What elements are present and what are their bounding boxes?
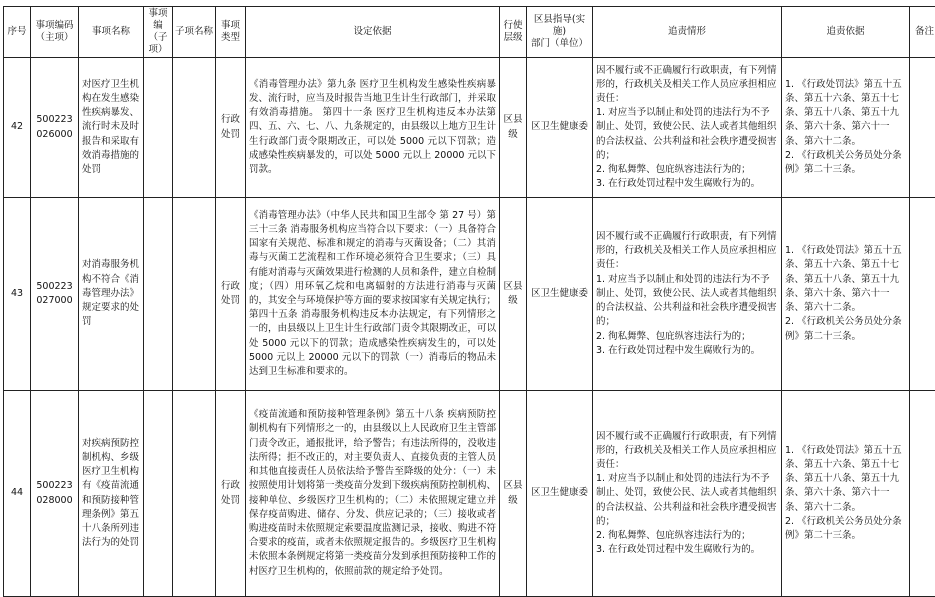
cell-accountability-basis: 1. 《行政处罚法》第五十五条、第五十六条、第五十七条、第五十八条、第五十九条、第六十条、第六十一条、第六十二条。 2. 《行政机关公务员处分条例》第二十三条。: [782, 391, 910, 597]
table-row: [4, 58, 935, 198]
header-circumstance: 追责情形: [593, 7, 782, 58]
header-accountability-basis: 追责依据: [782, 7, 910, 58]
cell-circumstance: 因不履行或不正确履行行政职责，有下列情形的，行政机关及相关工作人员应承担相应责任： 1. 对应当予以制止和处罚的违法行为不予制止、处罚，致使公民、法人或者其他组织的合法权益、公共利益和社会秩序遭受损害的； 2. 徇私舞弊、包庇纵容违法行为的； 3. 在行政处罚过程中发生腐败行为的。: [593, 391, 782, 597]
cell-name: 对消毒服务机构不符合《消毒管理办法》规定要求的处罚: [79, 198, 144, 391]
cell-basis: 《疫苗流通和预防接种管理条例》第五十八条 疾病预防控制机构有下列情形之一的，由县级以上人民政府卫生主管部门责令改正，通报批评，给予警告；有违法所得的，没收违法所得；拒不改正的，对主要负责人、直接负责的主管人员和其他直接责任人员依法给予警告至降级的处分：（一）未按照使用计划将第一类疫苗分发到下级疾病预防控制机构、接种单位、乡级医疗卫生机构的；（二）未依照规定建立并保存疫苗购进、储存、分发、供应记录的；（三）接收或者购进疫苗时未依照规定索要温度监测记录，接收、购进不符合要求的疫苗，或者未依照规定报告的。乡级医疗卫生机构未依照本条例规定将第一类疫苗分发到承担预防接种工作的村医疗卫生机构的，依照前款的规定给予处罚。: [246, 391, 500, 597]
header-row: [4, 7, 935, 58]
table-row: [4, 198, 935, 391]
cell-name: 对医疗卫生机构在发生感染性疾病暴发、流行时未及时报告和采取有效消毒措施的处罚: [79, 58, 144, 198]
cell-subcode: [144, 58, 173, 198]
cell-circumstance: 因不履行或不正确履行行政职责，有下列情形的，行政机关及相关工作人员应承担相应责任： 1. 对应当予以制止和处罚的违法行为不予制止、处罚，致使公民、法人或者其他组织的合法权益、公共利益和社会秩序遭受损害的； 2. 徇私舞弊、包庇纵容违法行为的； 3. 在行政处罚过程中发生腐败行为的。: [593, 58, 782, 198]
enforcement-items-table: [3, 6, 935, 597]
header-type: 事项 类型: [216, 7, 246, 58]
cell-name: 对疾病预防控制机构、乡级医疗卫生机构有《疫苗流通和预防接种管理条例》第五十八条所列违法行为的处罚: [79, 391, 144, 597]
header-seq: 序号: [4, 7, 31, 58]
header-remarks: 备注: [910, 7, 935, 58]
table-row: [4, 391, 935, 597]
cell-remarks: [910, 391, 935, 597]
cell-code: 500223 027000: [31, 198, 79, 391]
cell-subname: [173, 391, 216, 597]
header-dept: 区县指导(实施) 部门（单位）: [527, 7, 593, 58]
cell-subcode: [144, 198, 173, 391]
cell-basis: 《消毒管理办法》（中华人民共和国卫生部令 第 27 号）第三十三条 消毒服务机构应当符合以下要求：（一）具备符合国家有关规范、标准和规定的消毒与灭菌设备；（二）其消毒与灭菌工艺流程和工作环境必须符合卫生要求；（三）具有能对消毒与灭菌效果进行检测的人员和条件，建立自检制度；（四）用环氧乙烷和电离辐射的方法进行消毒与灭菌的，其安全与环境保护等方面的要求按国家有关规定执行；第四十五条 消毒服务机构违反本办法规定，有下列情形之一的，由县级以上卫生计生行政部门责令其限期改正，可以处 5000 元以下的罚款；造成感染性疾病发生的，可以处 5000 元以上 20000 元以下的罚款（一）消毒后的物品未达到卫生标准和要求的。: [246, 198, 500, 391]
cell-remarks: [910, 58, 935, 198]
cell-dept: 区卫生健康委: [527, 198, 593, 391]
header-basis: 设定依据: [246, 7, 500, 58]
cell-basis: 《消毒管理办法》第九条 医疗卫生机构发生感染性疾病暴发、流行时，应当及时报告当地卫生计生行政部门，并采取有效消毒措施。 第四十一条 医疗卫生机构违反本办法第四、五、六、七、八、九条规定的，由县级以上地方卫生计生行政部门责令限期改正，可以处 5000 元以下罚款；造成感染性疾病暴发的，可以处 5000 元以上 20000 元以下罚款。: [246, 58, 500, 198]
cell-dept: 区卫生健康委: [527, 58, 593, 198]
cell-circumstance: 因不履行或不正确履行行政职责，有下列情形的，行政机关及相关工作人员应承担相应责任： 1. 对应当予以制止和处罚的违法行为不予制止、处罚，致使公民、法人或者其他组织的合法权益、公共利益和社会秩序遭受损害的； 2. 徇私舞弊、包庇纵容违法行为的； 3. 在行政处罚过程中发生腐败行为的。: [593, 198, 782, 391]
cell-subcode: [144, 391, 173, 597]
cell-remarks: [910, 198, 935, 391]
cell-level: 区县 级: [500, 58, 527, 198]
cell-accountability-basis: 1. 《行政处罚法》第五十五条、第五十六条、第五十七条、第五十八条、第五十九条、第六十条、第六十一条、第六十二条。 2. 《行政机关公务员处分条例》第二十三条。: [782, 58, 910, 198]
cell-subname: [173, 198, 216, 391]
cell-subname: [173, 58, 216, 198]
cell-code: 500223 026000: [31, 58, 79, 198]
header-name: 事项名称: [79, 7, 144, 58]
cell-code: 500223 028000: [31, 391, 79, 597]
cell-type: 行政 处罚: [216, 391, 246, 597]
cell-level: 区县 级: [500, 198, 527, 391]
header-code: 事项编码 （主项）: [31, 7, 79, 58]
cell-seq: 42: [4, 58, 31, 198]
cell-seq: 44: [4, 391, 31, 597]
header-level: 行使 层级: [500, 7, 527, 58]
header-subname: 子项名称: [173, 7, 216, 58]
cell-level: 区县 级: [500, 391, 527, 597]
cell-seq: 43: [4, 198, 31, 391]
cell-type: 行政 处罚: [216, 58, 246, 198]
cell-type: 行政 处罚: [216, 198, 246, 391]
cell-accountability-basis: 1. 《行政处罚法》第五十五条、第五十六条、第五十七条、第五十八条、第五十九条、第六十条、第六十一条、第六十二条。 2. 《行政机关公务员处分条例》第二十三条。: [782, 198, 910, 391]
header-subcode: 事项编 （子项）: [144, 7, 173, 58]
cell-dept: 区卫生健康委: [527, 391, 593, 597]
